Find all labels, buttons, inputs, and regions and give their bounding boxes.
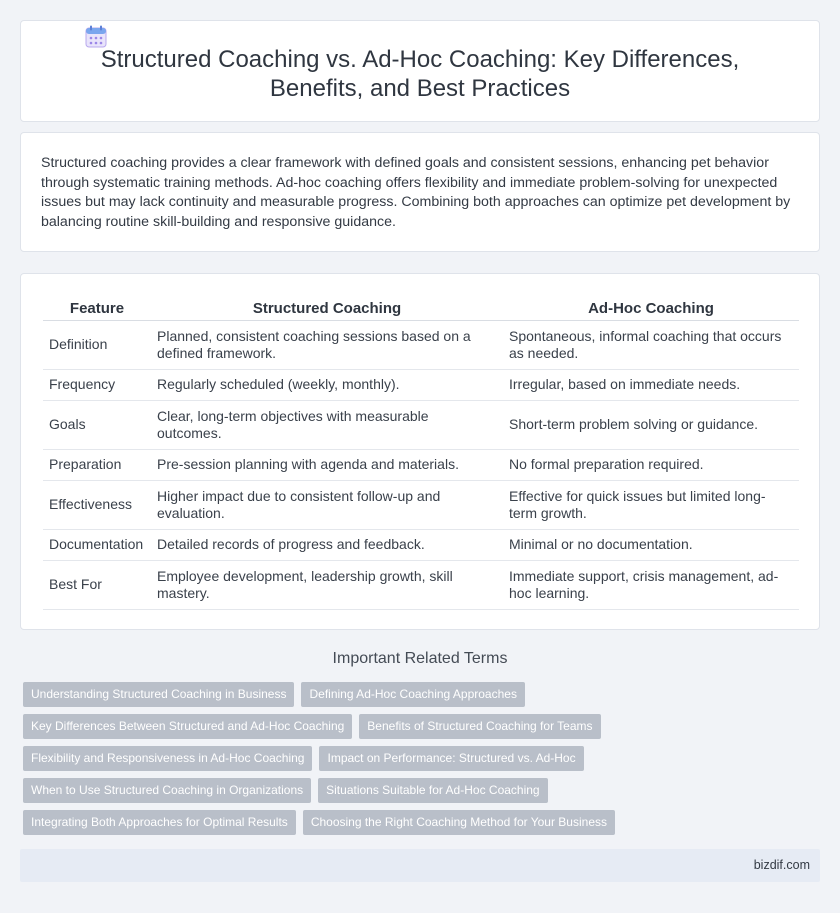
related-tag[interactable]: Defining Ad-Hoc Coaching Approaches (301, 682, 524, 707)
related-tags-row (23, 746, 584, 771)
footer (20, 849, 820, 882)
page-title: Structured Coaching vs. Ad-Hoc Coaching: Key Differences, Benefits, and Best Practices (100, 46, 740, 102)
feature-cell: Effectiveness (43, 480, 151, 529)
related-tag[interactable]: Understanding Structured Coaching in Business (23, 682, 294, 707)
structured-cell: Higher impact due to consistent follow-up and evaluation. (151, 480, 503, 529)
adhoc-cell: Short-term problem solving or guidance. (503, 400, 799, 449)
title-card (20, 20, 820, 122)
related-tags-row (23, 714, 601, 739)
table-row (43, 400, 799, 449)
feature-cell: Definition (43, 320, 151, 369)
feature-cell: Best For (43, 560, 151, 609)
related-tags-row (23, 682, 525, 707)
column-header-structured: Structured Coaching (151, 296, 503, 320)
column-header-feature: Feature (43, 296, 151, 320)
table-row (43, 449, 799, 480)
adhoc-cell: Irregular, based on immediate needs. (503, 369, 799, 400)
table-row (43, 320, 799, 369)
structured-cell: Clear, long-term objectives with measurable outcomes. (151, 400, 503, 449)
structured-cell: Detailed records of progress and feedback. (151, 529, 503, 560)
feature-cell: Documentation (43, 529, 151, 560)
feature-cell: Frequency (43, 369, 151, 400)
adhoc-cell: No formal preparation required. (503, 449, 799, 480)
adhoc-cell: Spontaneous, informal coaching that occurs as needed. (503, 320, 799, 369)
table-row (43, 529, 799, 560)
adhoc-cell: Immediate support, crisis management, ad-hoc learning. (503, 560, 799, 609)
table-row (43, 560, 799, 609)
related-tag[interactable]: Choosing the Right Coaching Method for Your Business (303, 810, 615, 835)
adhoc-cell: Minimal or no documentation. (503, 529, 799, 560)
comparison-table-card (20, 273, 820, 630)
structured-cell: Pre-session planning with agenda and materials. (151, 449, 503, 480)
intro-card (20, 132, 820, 252)
table-header-row (43, 296, 799, 320)
column-header-adhoc: Ad-Hoc Coaching (503, 296, 799, 320)
table-row (43, 369, 799, 400)
structured-cell: Planned, consistent coaching sessions based on a defined framework. (151, 320, 503, 369)
related-tag[interactable]: Flexibility and Responsiveness in Ad-Hoc Coaching (23, 746, 312, 771)
comparison-table (43, 296, 799, 610)
feature-cell: Preparation (43, 449, 151, 480)
feature-cell: Goals (43, 400, 151, 449)
adhoc-cell: Effective for quick issues but limited long-term growth. (503, 480, 799, 529)
related-tag[interactable]: Integrating Both Approaches for Optimal Results (23, 810, 296, 835)
related-tag[interactable]: Benefits of Structured Coaching for Teams (359, 714, 600, 739)
related-tags-row (23, 778, 548, 803)
table-row (43, 480, 799, 529)
related-tag[interactable]: Situations Suitable for Ad-Hoc Coaching (318, 778, 547, 803)
related-tag[interactable]: Impact on Performance: Structured vs. Ad-Hoc (319, 746, 583, 771)
related-tags-row (23, 810, 615, 835)
related-terms-heading: Important Related Terms (332, 650, 508, 667)
site-name[interactable]: bizdif.com (753, 858, 810, 872)
intro-paragraph: Structured coaching provides a clear framework with defined goals and consistent sessions, enhancing pet behavior through systematic training methods. Ad-hoc coaching offers flexibility and immediate problem-solving for unexpected issues but may lack continuity and measurable progress. Combining both approaches can optimize pet development by balancing routine skill-building and responsive guidance. (41, 155, 791, 230)
related-tag[interactable]: Key Differences Between Structured and Ad-Hoc Coaching (23, 714, 352, 739)
related-tag[interactable]: When to Use Structured Coaching in Organizations (23, 778, 311, 803)
structured-cell: Regularly scheduled (weekly, monthly). (151, 369, 503, 400)
structured-cell: Employee development, leadership growth, skill mastery. (151, 560, 503, 609)
